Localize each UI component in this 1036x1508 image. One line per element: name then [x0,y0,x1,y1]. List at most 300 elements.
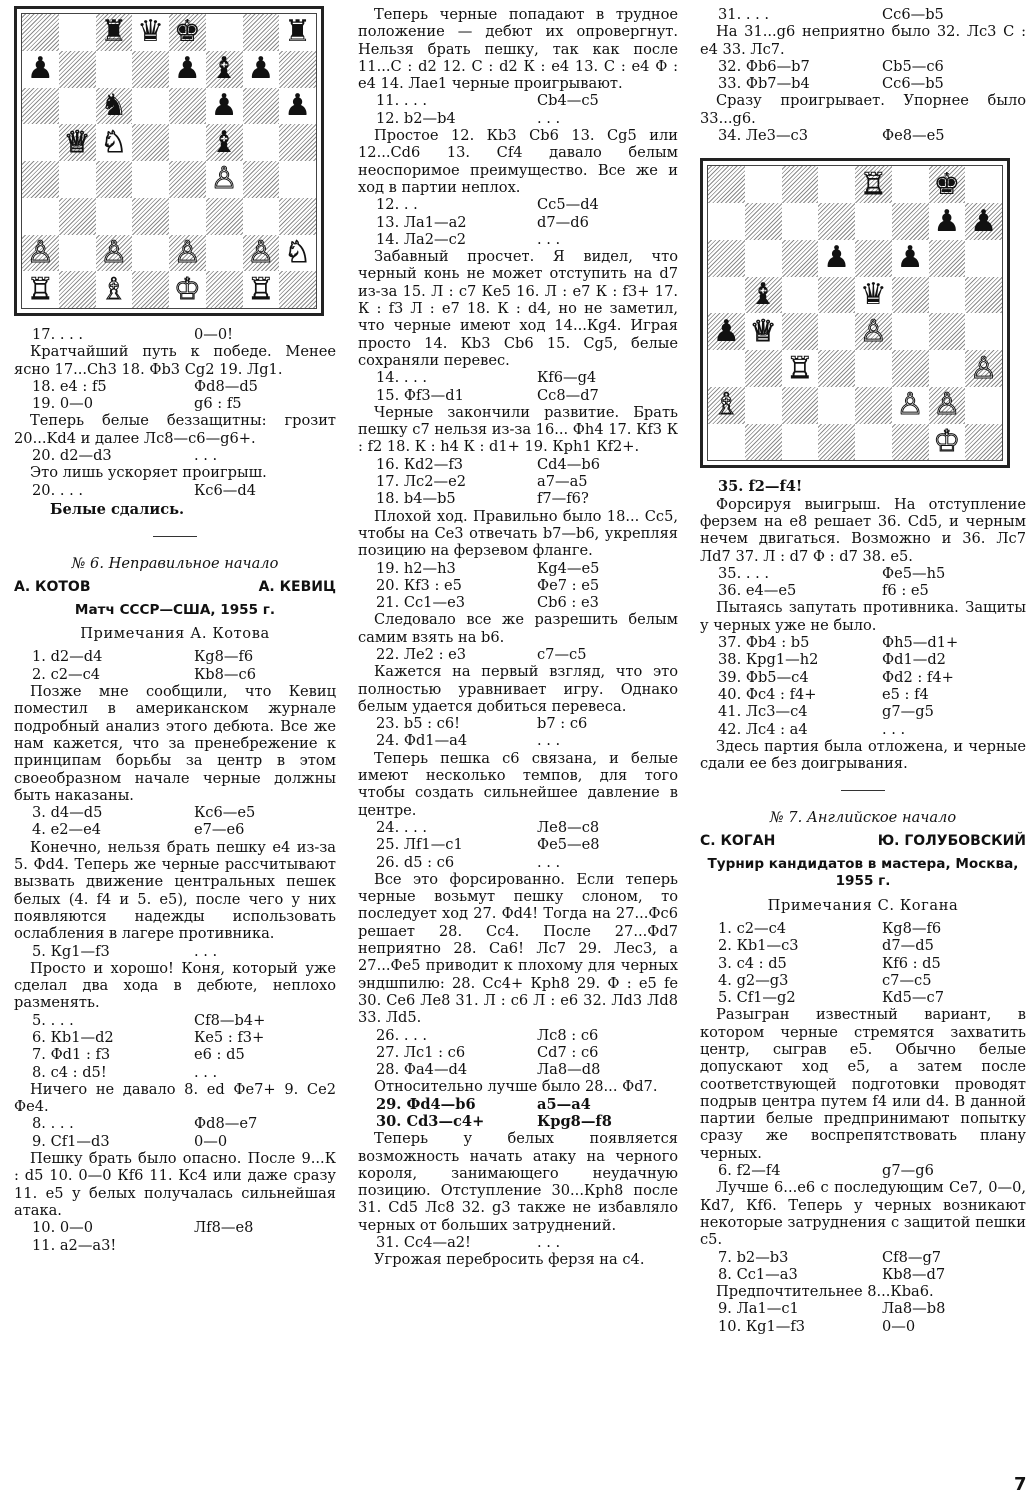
move-white: 9. Cf1—d3 [32,1132,110,1150]
square-c1 [782,424,819,461]
move-white: 26. d5 : c6 [376,853,455,871]
annotation: Позже мне сообщили, что Кевиц поместил в американском журнале подробный анализ этого дебюта. Все же нам кажется, что за пренебрежение к принципам борьбы за центр в этом своеобразном начале черные должны быть наказаны. [14,683,336,804]
move-black: Фd8—d5 [194,377,258,395]
annotation: Плохой ход. Правильно было 18... Сс5, чтобы на Се3 отвечать b7—b6, укрепляя позицию на ферзевом фланге. [358,507,678,560]
move-white: 12. b2—b4 [376,109,456,127]
move-black: Cb6 : e3 [537,594,599,612]
player-white: А. КОТОВ [14,578,91,595]
square-a4 [708,313,745,350]
chess-piece-icon: ♖ [859,166,887,202]
move-black: Cc5—d4 [537,196,599,214]
move-white: 36. e4—e5 [718,582,797,600]
square-d2 [818,387,855,424]
square-e5 [169,124,206,161]
move-white: 5. . . . [32,1011,74,1029]
square-f7 [206,51,243,88]
move-black: Кg4—e5 [537,559,600,577]
move-white: 29. Фd4—b6 [376,1095,476,1113]
move-black: Лf8—e8 [194,1219,254,1237]
chess-piece-icon: ♝ [210,51,238,87]
annotation: Теперь черные попадают в трудное положение — дебют их опровергнут. Нельзя брать пешку, так как после 11...С : d2 12. С : d2 К : е4 13. С : е4 Ф : е4 14. Лае1 черные проигрывают. [358,6,678,93]
chess-piece-icon: ♚ [173,14,201,50]
chess-piece-icon: ♔ [173,271,201,307]
move-white: 20. Кf3 : e5 [376,576,462,594]
square-g6 [243,88,280,125]
game-title: № 7. Английское начало [769,809,957,827]
move-white: 41. Лс3—с4 [718,703,808,721]
move-white: 9. Ла1—с1 [718,1300,799,1318]
square-a4 [22,161,59,198]
chess-piece-icon: ♙ [26,234,54,270]
square-c2 [782,387,819,424]
move-list [358,646,678,663]
chess-piece-icon: ♟ [823,240,851,276]
move-white: 37. Фb4 : b5 [718,634,810,652]
move-black: Ла8—b8 [882,1300,946,1318]
move-list [358,456,678,508]
move-black: Кg8—f6 [194,648,254,666]
player-black: А. КЕВИЦ [258,578,336,595]
move-black: f6 : e5 [882,582,929,600]
move-list [14,447,336,464]
square-a3 [708,350,745,387]
annotation: Теперь пешка с6 связана, и белые имеют несколько темпов, для того чтобы создать сильнейшее давление в центре. [358,749,678,819]
move-white: 14. Ла2—с2 [376,230,467,248]
move-black [872,478,1026,495]
square-f3 [892,350,929,387]
chess-piece-icon: ♙ [970,350,998,386]
square-g7 [243,51,280,88]
annotation: Ничего не давало 8. ed Фе7+ 9. Се2 Фе4. [14,1080,336,1116]
move-list [14,326,336,343]
move-white: 3. d4—d5 [32,804,103,822]
chess-piece-icon: ♞ [100,87,128,123]
move-black: Фd1—d2 [882,651,946,669]
move-black: Кb8—d7 [882,1265,946,1283]
square-f5 [206,124,243,161]
annotation: Предпочтительнее 8...Кbа6. [716,1283,934,1301]
move-black: Cf8—g7 [882,1248,942,1266]
move-list [700,920,1026,1006]
annotation: Кратчайший путь к победе. Менее ясно 17...Ch3 18. Фb3 Cg2 19. Лg1. [14,343,336,378]
move-white: 7. b2—b3 [718,1248,789,1266]
square-b5 [745,277,782,314]
square-e6 [855,240,892,277]
chess-piece-icon: ♙ [247,234,275,270]
move-black: Крg8—f8 [537,1113,612,1130]
move-black: Фе7 : е5 [537,576,600,594]
square-b3 [745,350,782,387]
square-c5 [782,277,819,314]
square-d2 [132,235,169,272]
move-list [14,1012,336,1081]
move-black: Фе5—h5 [882,564,946,582]
square-a7 [708,203,745,240]
section-divider [153,536,197,537]
move-white: 33. Фb7—b4 [718,75,810,93]
annotator: Примечания С. Когана [767,896,959,914]
move-black: Cd7 : c6 [537,1043,599,1061]
move-white: 14. . . . [376,369,428,387]
square-g8 [243,14,280,51]
chess-piece-icon: ♖ [247,271,275,307]
move-list [358,1096,678,1131]
move-white: 13. Ла1—а2 [376,213,467,231]
square-b1 [59,271,96,308]
square-a5 [708,277,745,314]
page-number: 7 [1014,1474,1027,1495]
square-b4 [745,313,782,350]
annotation: Теперь у белых появляется возможность начать атаку на черного короля, занимающего неудачную позицию. Отступление 30...Крh8 после 31. Cd5 Лс8 32. g3 также не избавляло черных от больших затруднений. [358,1130,678,1234]
move-black: 0—0 [882,1317,916,1335]
move-list [700,478,1026,495]
square-c6 [782,240,819,277]
move-black: Кg8—f6 [882,919,942,937]
square-f6 [206,88,243,125]
move-list [358,715,678,750]
move-black: c7—c5 [537,645,587,663]
move-black: Фе8—е5 [882,127,945,145]
move-list [14,648,336,683]
move-black: e7—e6 [194,821,245,839]
square-f1 [206,271,243,308]
move-black: Кс6—d4 [194,481,256,499]
move-black: Ле8—с8 [537,818,600,836]
move-list [358,819,678,871]
chess-piece-icon: ♖ [786,350,814,386]
chess-piece-icon: ♟ [284,87,312,123]
square-e8 [855,166,892,203]
square-e8 [169,14,206,51]
square-f4 [206,161,243,198]
move-white: 31. . . . [718,6,770,23]
move-list [14,804,336,839]
move-black: 0—0! [194,326,234,343]
square-h2 [279,235,316,272]
move-black: Фd2 : f4+ [882,668,954,686]
chess-piece-icon: ♙ [859,313,887,349]
square-h7 [279,51,316,88]
move-white: 23. b5 : c6! [376,715,460,733]
chess-diagram-2 [700,158,1010,468]
move-black: . . . [537,853,561,871]
square-b7 [59,51,96,88]
square-b6 [745,240,782,277]
move-white: 11. . . . [376,92,428,110]
square-b7 [745,203,782,240]
move-black: . . . [194,1063,218,1081]
move-white: 8. c4 : d5! [32,1063,107,1081]
move-list [358,196,678,248]
square-d3 [818,350,855,387]
square-d4 [132,161,169,198]
square-c1 [96,271,133,308]
square-d8 [818,166,855,203]
chess-piece-icon: ♜ [284,14,312,50]
move-white: 11. a2—a3! [32,1236,117,1254]
game-result: Белые сдались. [50,500,185,518]
chess-piece-icon: ♟ [712,313,740,349]
square-h3 [965,350,1002,387]
move-white: 6. Кb1—d2 [32,1028,114,1046]
move-black: . . . [537,230,561,248]
move-white: 31. Cc4—a2! [376,1234,471,1252]
move-white: 7. Фd1 : f3 [32,1046,111,1064]
chess-piece-icon: ♖ [26,271,54,307]
square-g5 [243,124,280,161]
chess-piece-icon: ♜ [100,14,128,50]
square-c8 [782,166,819,203]
square-d5 [818,277,855,314]
player-white: С. КОГАН [700,832,776,849]
square-e4 [855,313,892,350]
move-list [700,634,1026,738]
square-b4 [59,161,96,198]
square-h3 [279,198,316,235]
move-white: 27. Лс1 : с6 [376,1043,466,1061]
move-white: 16. Кd2—f3 [376,455,464,473]
square-a7 [22,51,59,88]
square-a8 [22,14,59,51]
square-h2 [965,387,1002,424]
annotation: Теперь белые беззащитны: грозит 20...Kd4 и далее Лс8—с6—g6+. [14,412,336,447]
square-e3 [855,350,892,387]
annotation: Форсируя выигрыш. На отступление ферзем на е8 решает 36. Cd5, и черным нечем двигаться. Возможно и 36. Лс7 Лd7 37. Л : d7 Ф : d7 38. e5. [700,495,1026,565]
move-list [358,1234,678,1251]
move-white: 8. . . . [32,1115,74,1133]
chess-diagram-1 [14,6,324,316]
square-b8 [745,166,782,203]
move-white: 28. Фа4—d4 [376,1061,468,1079]
event: Турнир кандидатов в мастера, Москва, 1955 г. [707,856,1019,890]
move-list [14,378,336,413]
square-a1 [708,424,745,461]
square-b8 [59,14,96,51]
square-a3 [22,198,59,235]
move-white: 18. b4—b5 [376,490,456,508]
move-black: g7—g6 [882,1162,934,1180]
move-list [14,482,336,499]
square-a5 [22,124,59,161]
move-white: 18. e4 : f5 [32,377,107,395]
move-white: 30. Cd3—c4+ [376,1113,485,1130]
square-c4 [96,161,133,198]
move-white: 24. . . . [376,818,428,836]
square-g3 [929,350,966,387]
move-white: 2. Кb1—c3 [718,937,799,955]
annotation: Пытаясь запутать противника. Защиты у черных уже не было. [700,599,1026,634]
players [14,579,336,596]
chess-piece-icon: ♙ [173,234,201,270]
square-f8 [892,166,929,203]
move-black [184,1237,336,1254]
move-white: 17. Лс2—е2 [376,473,466,491]
square-a1 [22,271,59,308]
annotation: Лучше 6...е6 с последующим Се7, 0—0, Кd7, Кf6. Теперь у черных возникают некоторые затруднения с защитой пешки с5. [700,1179,1026,1249]
square-c7 [782,203,819,240]
square-d1 [132,271,169,308]
chess-piece-icon: ♙ [210,161,238,197]
move-list [700,6,1026,23]
move-black: e6 : d5 [194,1046,245,1064]
square-a6 [22,88,59,125]
move-white: 26. . . . [376,1026,428,1044]
move-list [358,369,678,404]
annotation: Забавный просчет. Я видел, что черный конь не может отступить на d7 из-за 15. Л : с7 Ке5 16. Л : е7 К : f3+ 17. К : f3 Л : е7 18. К : d4, но не заметил, что черные имеют ход 14...Кg4. Играя просто 14. Кb3 Cb6 15. Cg5, белые сохраняли перевес. [358,248,678,369]
move-white: 10. 0—0 [32,1219,94,1237]
move-black: Фd8—e7 [194,1115,258,1133]
square-h7 [965,203,1002,240]
move-list [700,1162,1026,1179]
move-white: 35. . . . [718,564,770,582]
square-f7 [892,203,929,240]
square-g1 [243,271,280,308]
move-black: d7—d5 [882,937,934,955]
move-black: g6 : f5 [194,395,242,413]
square-e1 [169,271,206,308]
square-a6 [708,240,745,277]
square-d6 [132,88,169,125]
square-b2 [59,235,96,272]
square-h1 [965,424,1002,461]
move-white: 12. . . [376,196,418,214]
square-g3 [243,198,280,235]
game-title: № 6. Неправильное начало [71,555,279,573]
square-c7 [96,51,133,88]
square-f5 [892,277,929,314]
square-c8 [96,14,133,51]
move-list [358,92,678,127]
column-1 [14,6,336,1254]
move-white: 1. d2—d4 [32,648,103,666]
square-d6 [818,240,855,277]
move-list [700,127,1026,144]
chess-piece-icon: ♟ [247,51,275,87]
chess-piece-icon: ♔ [933,424,961,459]
column-2 [358,6,678,1269]
move-black: Ла8—d8 [537,1061,601,1079]
chess-piece-icon: ♛ [137,14,165,50]
move-black: b7 : c6 [537,715,588,733]
square-f3 [206,198,243,235]
square-h5 [279,124,316,161]
move-black: f7—f6? [537,490,589,508]
move-white: 15. Фf3—d1 [376,386,464,404]
square-g2 [243,235,280,272]
move-white: 21. Cc1—e3 [376,594,465,612]
square-f4 [892,313,929,350]
move-black: a7—a5 [537,473,588,491]
square-b5 [59,124,96,161]
move-black: c7—c5 [882,971,932,989]
move-white: 5. Cf1—g2 [718,989,796,1007]
move-black: Кс6—е5 [194,804,256,822]
move-black: . . . [194,447,218,465]
move-black: Cb4—c5 [537,92,599,110]
annotation: Здесь партия была отложена, и черные сдали ее без доигрывания. [700,737,1026,773]
chess-piece-icon: ♝ [749,277,777,312]
move-black: Ке5 : f3+ [194,1028,265,1046]
chess-piece-icon: ♟ [26,51,54,87]
move-black: . . . [194,942,218,960]
move-white: 4. e2—e4 [32,821,101,839]
square-g6 [929,240,966,277]
move-black: 0—0 [194,1132,228,1150]
move-list [14,1219,336,1254]
move-black: Фе5—е8 [537,836,600,854]
square-b1 [745,424,782,461]
move-white: 39. Фb5—c4 [718,668,809,686]
move-white: 24. Фd1—a4 [376,732,468,750]
square-g1 [929,424,966,461]
move-white: 1. c2—c4 [718,919,787,937]
annotation: Простое 12. Кb3 Cb6 13. Cg5 или 12...Cd6 13. Cf4 давало белым неоспоримое преимущество. Все же и ход в партии неплох. [358,127,678,196]
chess-piece-icon: ♝ [210,124,238,160]
square-h4 [279,161,316,198]
chess-piece-icon: ♙ [100,234,128,270]
move-white: 17. . . . [32,326,84,343]
move-black: Cb5—c6 [882,57,944,75]
move-black: e5 : f4 [882,685,929,703]
square-a8 [708,166,745,203]
chess-piece-icon: ♛ [859,277,887,312]
square-h6 [965,240,1002,277]
annotator: Примечания А. Котова [80,625,270,643]
event: Матч СССР—США, 1955 г. [74,601,276,618]
column-3 [700,6,1026,1335]
move-black: . . . [537,732,561,750]
move-black: g7—g5 [882,703,934,721]
chess-piece-icon: ♘ [100,124,128,160]
square-c3 [96,198,133,235]
square-h8 [279,14,316,51]
square-h4 [965,313,1002,350]
move-white: 35. f2—f4! [718,478,803,496]
move-black: a5—a4 [537,1095,591,1113]
square-g4 [929,313,966,350]
move-list [700,565,1026,600]
square-e7 [169,51,206,88]
annotation: Кажется на первый взгляд, что это полностью уравнивает игру. Однако белым удается добиться перевеса. [358,663,678,715]
square-a2 [708,387,745,424]
square-c2 [96,235,133,272]
square-e7 [855,203,892,240]
chess-board [707,165,1003,461]
section-divider [841,790,885,791]
square-d4 [818,313,855,350]
square-h5 [965,277,1002,314]
square-f2 [206,235,243,272]
square-h6 [279,88,316,125]
move-white: 34. Ле3—с3 [718,127,808,145]
move-list [358,1027,678,1079]
square-e1 [855,424,892,461]
square-d5 [132,124,169,161]
square-c4 [782,313,819,350]
square-g2 [929,387,966,424]
move-black: . . . [537,109,561,127]
move-white: 19. 0—0 [32,395,94,413]
move-black: Фh5—d1+ [882,634,959,652]
square-b6 [59,88,96,125]
chess-piece-icon: ♟ [896,240,924,276]
move-black: . . . [882,720,906,738]
annotation: Относительно лучше было 28... Фd7. [374,1078,658,1096]
square-f1 [892,424,929,461]
square-c3 [782,350,819,387]
players [700,833,1026,850]
move-list [700,58,1026,93]
